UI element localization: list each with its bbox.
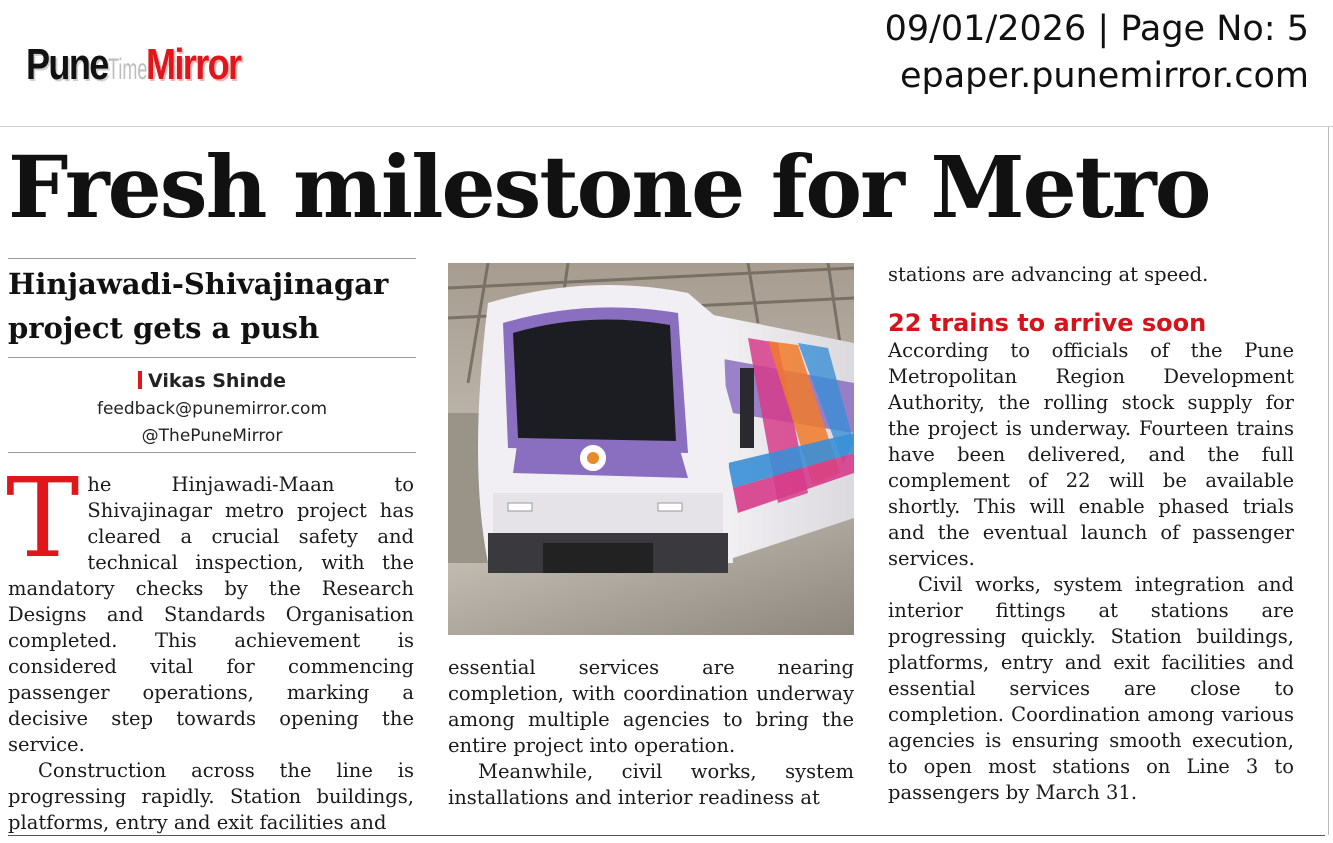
- site-url[interactable]: epaper.punemirror.com: [899, 56, 1309, 96]
- headline: Fresh milestone for Metro: [8, 138, 1210, 238]
- column-2-text: [448, 655, 854, 811]
- article-column-3: [888, 262, 1294, 806]
- masthead-logo: [26, 30, 286, 100]
- author-name: Vikas Shinde: [147, 370, 286, 392]
- paragraph-5: stations are advancing at speed.: [888, 263, 1209, 286]
- paragraph-3: essential services are nearing completion, with coordination underway among multiple agencies to bring the entire project into operation.: [448, 656, 854, 757]
- metro-train-photo: [448, 263, 854, 635]
- crosshead: 22 trains to arrive soon: [888, 309, 1207, 337]
- edition-meta: [885, 6, 1309, 100]
- paragraph-7: Civil works, system integration and interior fittings at stations are progressing quickly. Station buildings, platforms, entry and exit facilities and essential services are close to completion. Coordination among various agencies is ensuring smooth execution, to open most stations on Line 3 to passengers by March 31.: [888, 573, 1294, 804]
- subhead-rule-top: [8, 258, 416, 259]
- paragraph-4: Meanwhile, civil works, system installations and interior readiness at: [448, 760, 854, 809]
- byline-marker: [138, 371, 142, 389]
- paragraph-1-text: he Hinjawadi-Maan to Shivajinagar metro project has cleared a crucial safety and technical inspection, with the mandatory checks by the Research Designs and Standards Organisation completed. This achievement is considered vital for commencing passenger operations, marking a decisive step towards opening the service.: [8, 473, 414, 756]
- author-email[interactable]: feedback@punemirror.com: [96, 399, 328, 419]
- byline-rule: [8, 452, 416, 453]
- subhead-rule-bottom: [8, 357, 416, 358]
- logo-mirror: Mirror: [146, 40, 241, 89]
- logo-pune: Pune: [26, 40, 108, 89]
- bottom-divider: [8, 835, 1325, 836]
- paragraph-2: Construction across the line is progressing rapidly. Station buildings, platforms, entry and exit facilities and: [8, 759, 414, 834]
- paragraph-6: According to officials of the Pune Metropolitan Region Development Authority, the rolling stock supply for the project is underway. Fourteen trains have been delivered, and the full complement of 22 will be available shortly. This will enable phased trials and the eventual launch of passenger services.: [888, 339, 1294, 570]
- subheadline: Hinjawadi-Shivajinagar project gets a push: [8, 267, 389, 345]
- author-handle[interactable]: @ThePuneMirror: [141, 426, 283, 446]
- top-divider: [0, 126, 1333, 127]
- right-border: [1328, 127, 1329, 835]
- logo-times: Times: [107, 53, 156, 86]
- date-page: 09/01/2026 | Page No: 5: [884, 9, 1309, 49]
- article-column-1: [6, 454, 414, 836]
- paragraph-1: [6, 454, 414, 758]
- drop-cap: T: [6, 454, 80, 582]
- byline: [8, 368, 416, 450]
